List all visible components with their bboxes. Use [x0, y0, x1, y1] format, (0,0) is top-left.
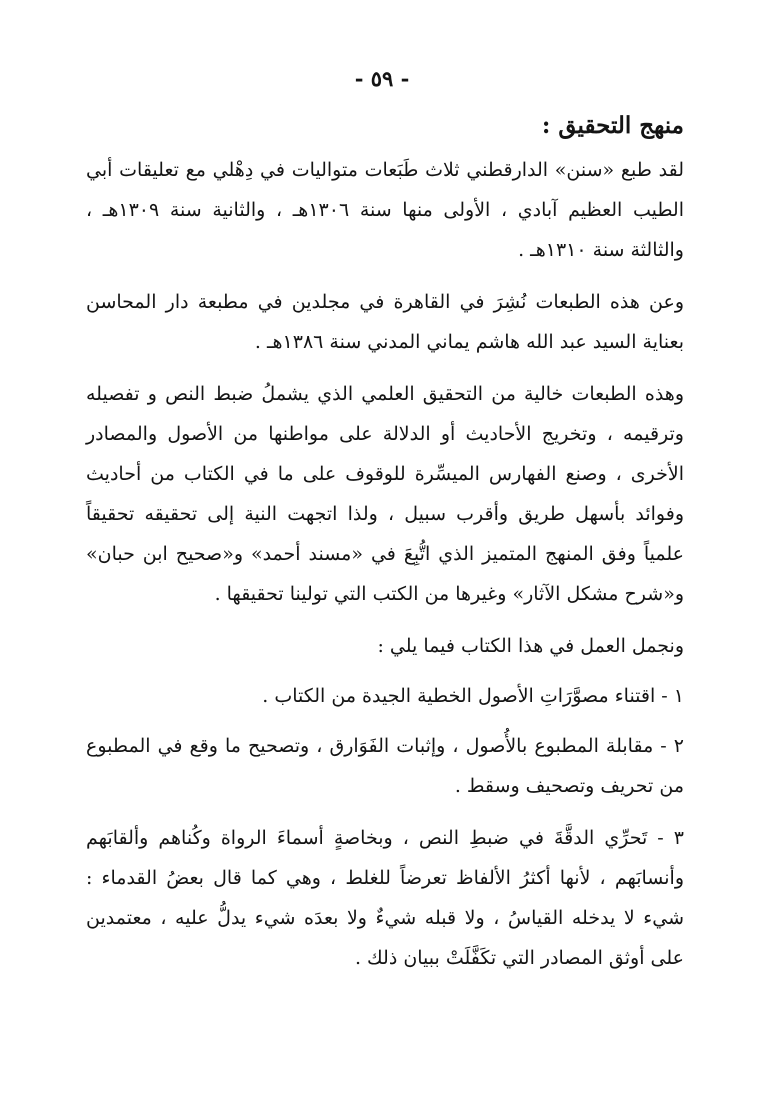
list-item-2: ٢ - مقابلة المطبوع بالأُصول ، وإثبات الفَوَارق ، وتصحيح ما وقع في المطبوع من تحريف وتصحيف وسقط . — [86, 735, 684, 797]
paragraph-work-summary-intro: ونجمل العمل في هذا الكتاب فيما يلي : — [377, 635, 684, 657]
paragraph-editions-shortcomings: وهذه الطبعات خالية من التحقيق العلمي الذي يشملُ ضبط النص و تفصيله وترقيمه ، وتخريج الأحاديث أو الدلالة على مواطنها من الأصول والمصادر الأخرى ، وصنع الفهارس الميسِّرة للوقوف على ما في الكتاب من أحاديث وفوائد بأسهل طريق وأقرب سبيل ، ولذا اتجهت النية إلى تحقيقه تحقيقاً علمياً وفق المنهج المتميز الذي اتُّبِعَ في «مسند أحمد» و«صحيح ابن حبان» و«شرح مشكل الآثار» وغيرها من الكتب التي تولينا تحقيقها . — [86, 383, 684, 605]
section-title: منهج التحقيق : — [541, 112, 684, 139]
page-number: - ٥٩ - — [354, 66, 410, 91]
paragraph-previous-editions: لقد طبع «سنن» الدارقطني ثلاث طَبَعات متواليات في دِهْلي مع تعليقات أبي الطيب العظيم آبادي ، الأولى منها سنة ١٣٠٦هـ ، والثانية سنة ١٣٠٩هـ ، والثالثة سنة ١٣١٠هـ . — [86, 159, 684, 261]
list-item-3: ٣ - تَحرِّي الدقَّةَ في ضبطِ النص ، وبخاصةٍ أسماءَ الرواة وكُناهم وألقابَهم وأنسابَهم ، لأنها أكثرُ الألفاظ تعرضاً للغلط ، وهي كما قال بعضُ القدماء : شيء لا يدخله القياسُ ، ولا قبله شيءٌ ولا بعدَه شيء يدلُّ عليه ، معتمدين على أوثق المصادر التي تكَفَّلَتْ ببيان ذلك . — [86, 827, 684, 969]
paragraph-cairo-edition: وعن هذه الطبعات نُشِرَ في القاهرة في مجلدين في مطبعة دار المحاسن بعناية السيد عبد الله هاشم يماني المدني سنة ١٣٨٦هـ . — [86, 291, 684, 353]
body-text — [86, 150, 684, 990]
list-item-1: ١ - اقتناء مصوَّرَاتِ الأصول الخطية الجيدة من الكتاب . — [262, 685, 684, 707]
